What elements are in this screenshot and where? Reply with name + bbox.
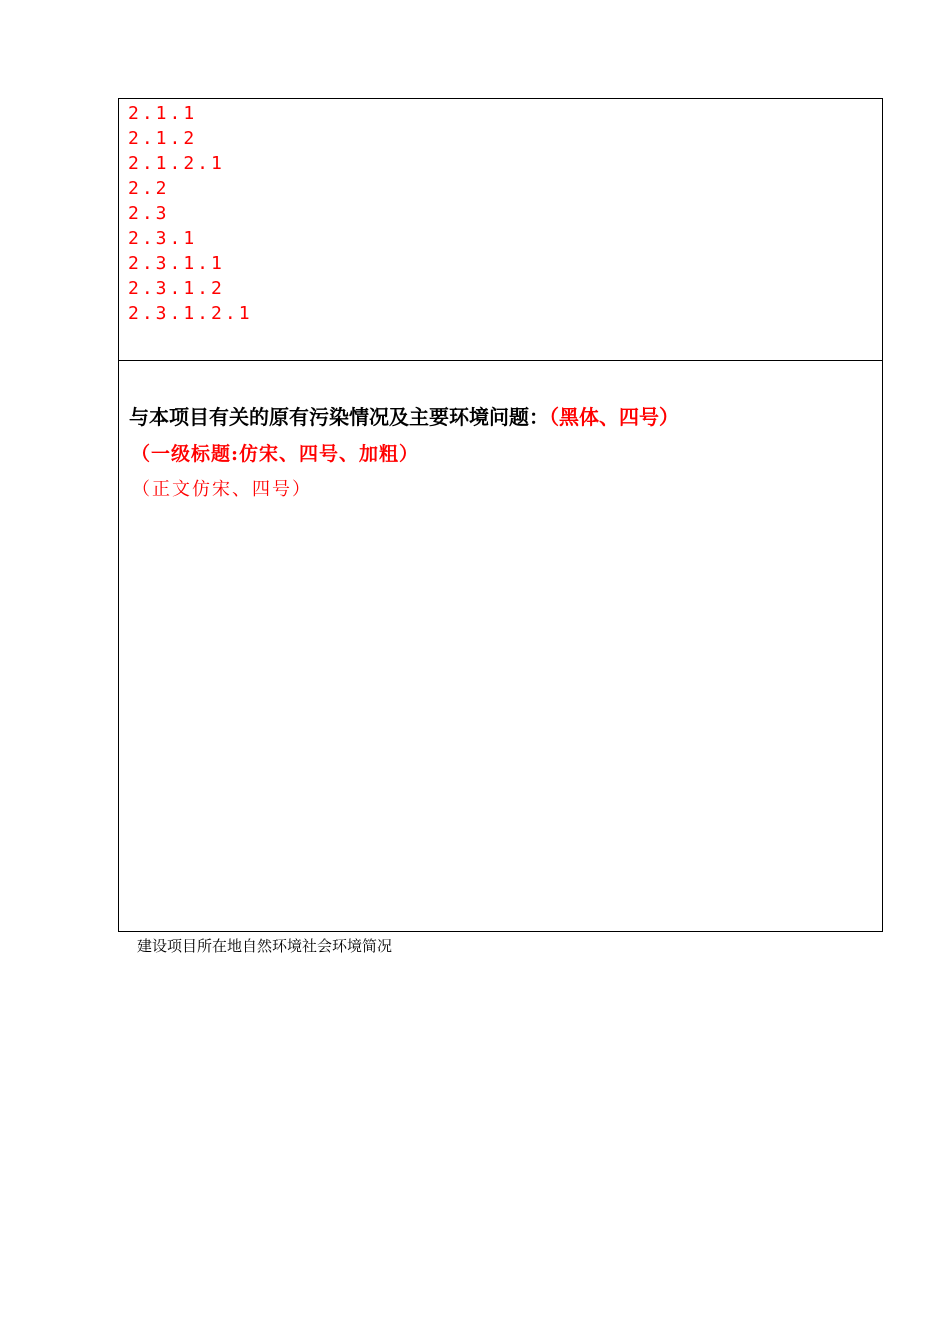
heading-number: 2.3.1.2.1 <box>128 303 253 324</box>
level1-heading-format-note: （一级标题:仿宋、四号、加粗） <box>131 443 420 465</box>
section-title <box>129 404 679 430</box>
section-title-text: 与本项目有关的原有污染情况及主要环境问题： <box>129 405 549 429</box>
heading-numbers-cell <box>119 99 882 361</box>
section-title-format-note: （黑体、四号） <box>549 405 679 429</box>
body-text-format-note: （正文仿宋、四号） <box>132 479 312 500</box>
heading-number: 2.2 <box>128 178 170 199</box>
heading-number: 2.3.1.2 <box>128 278 225 299</box>
heading-number-list <box>128 101 253 326</box>
document-table <box>118 98 883 932</box>
pollution-section-cell <box>119 361 882 931</box>
heading-number: 2.1.2 <box>128 128 198 149</box>
heading-number: 2.3.1.1 <box>128 253 225 274</box>
heading-number: 2.1.2.1 <box>128 153 225 174</box>
heading-number: 2.3.1 <box>128 228 198 249</box>
heading-number: 2.1.1 <box>128 103 198 124</box>
table-caption: 建设项目所在地自然环境社会环境简况 <box>137 937 393 955</box>
heading-number: 2.3 <box>128 203 170 224</box>
